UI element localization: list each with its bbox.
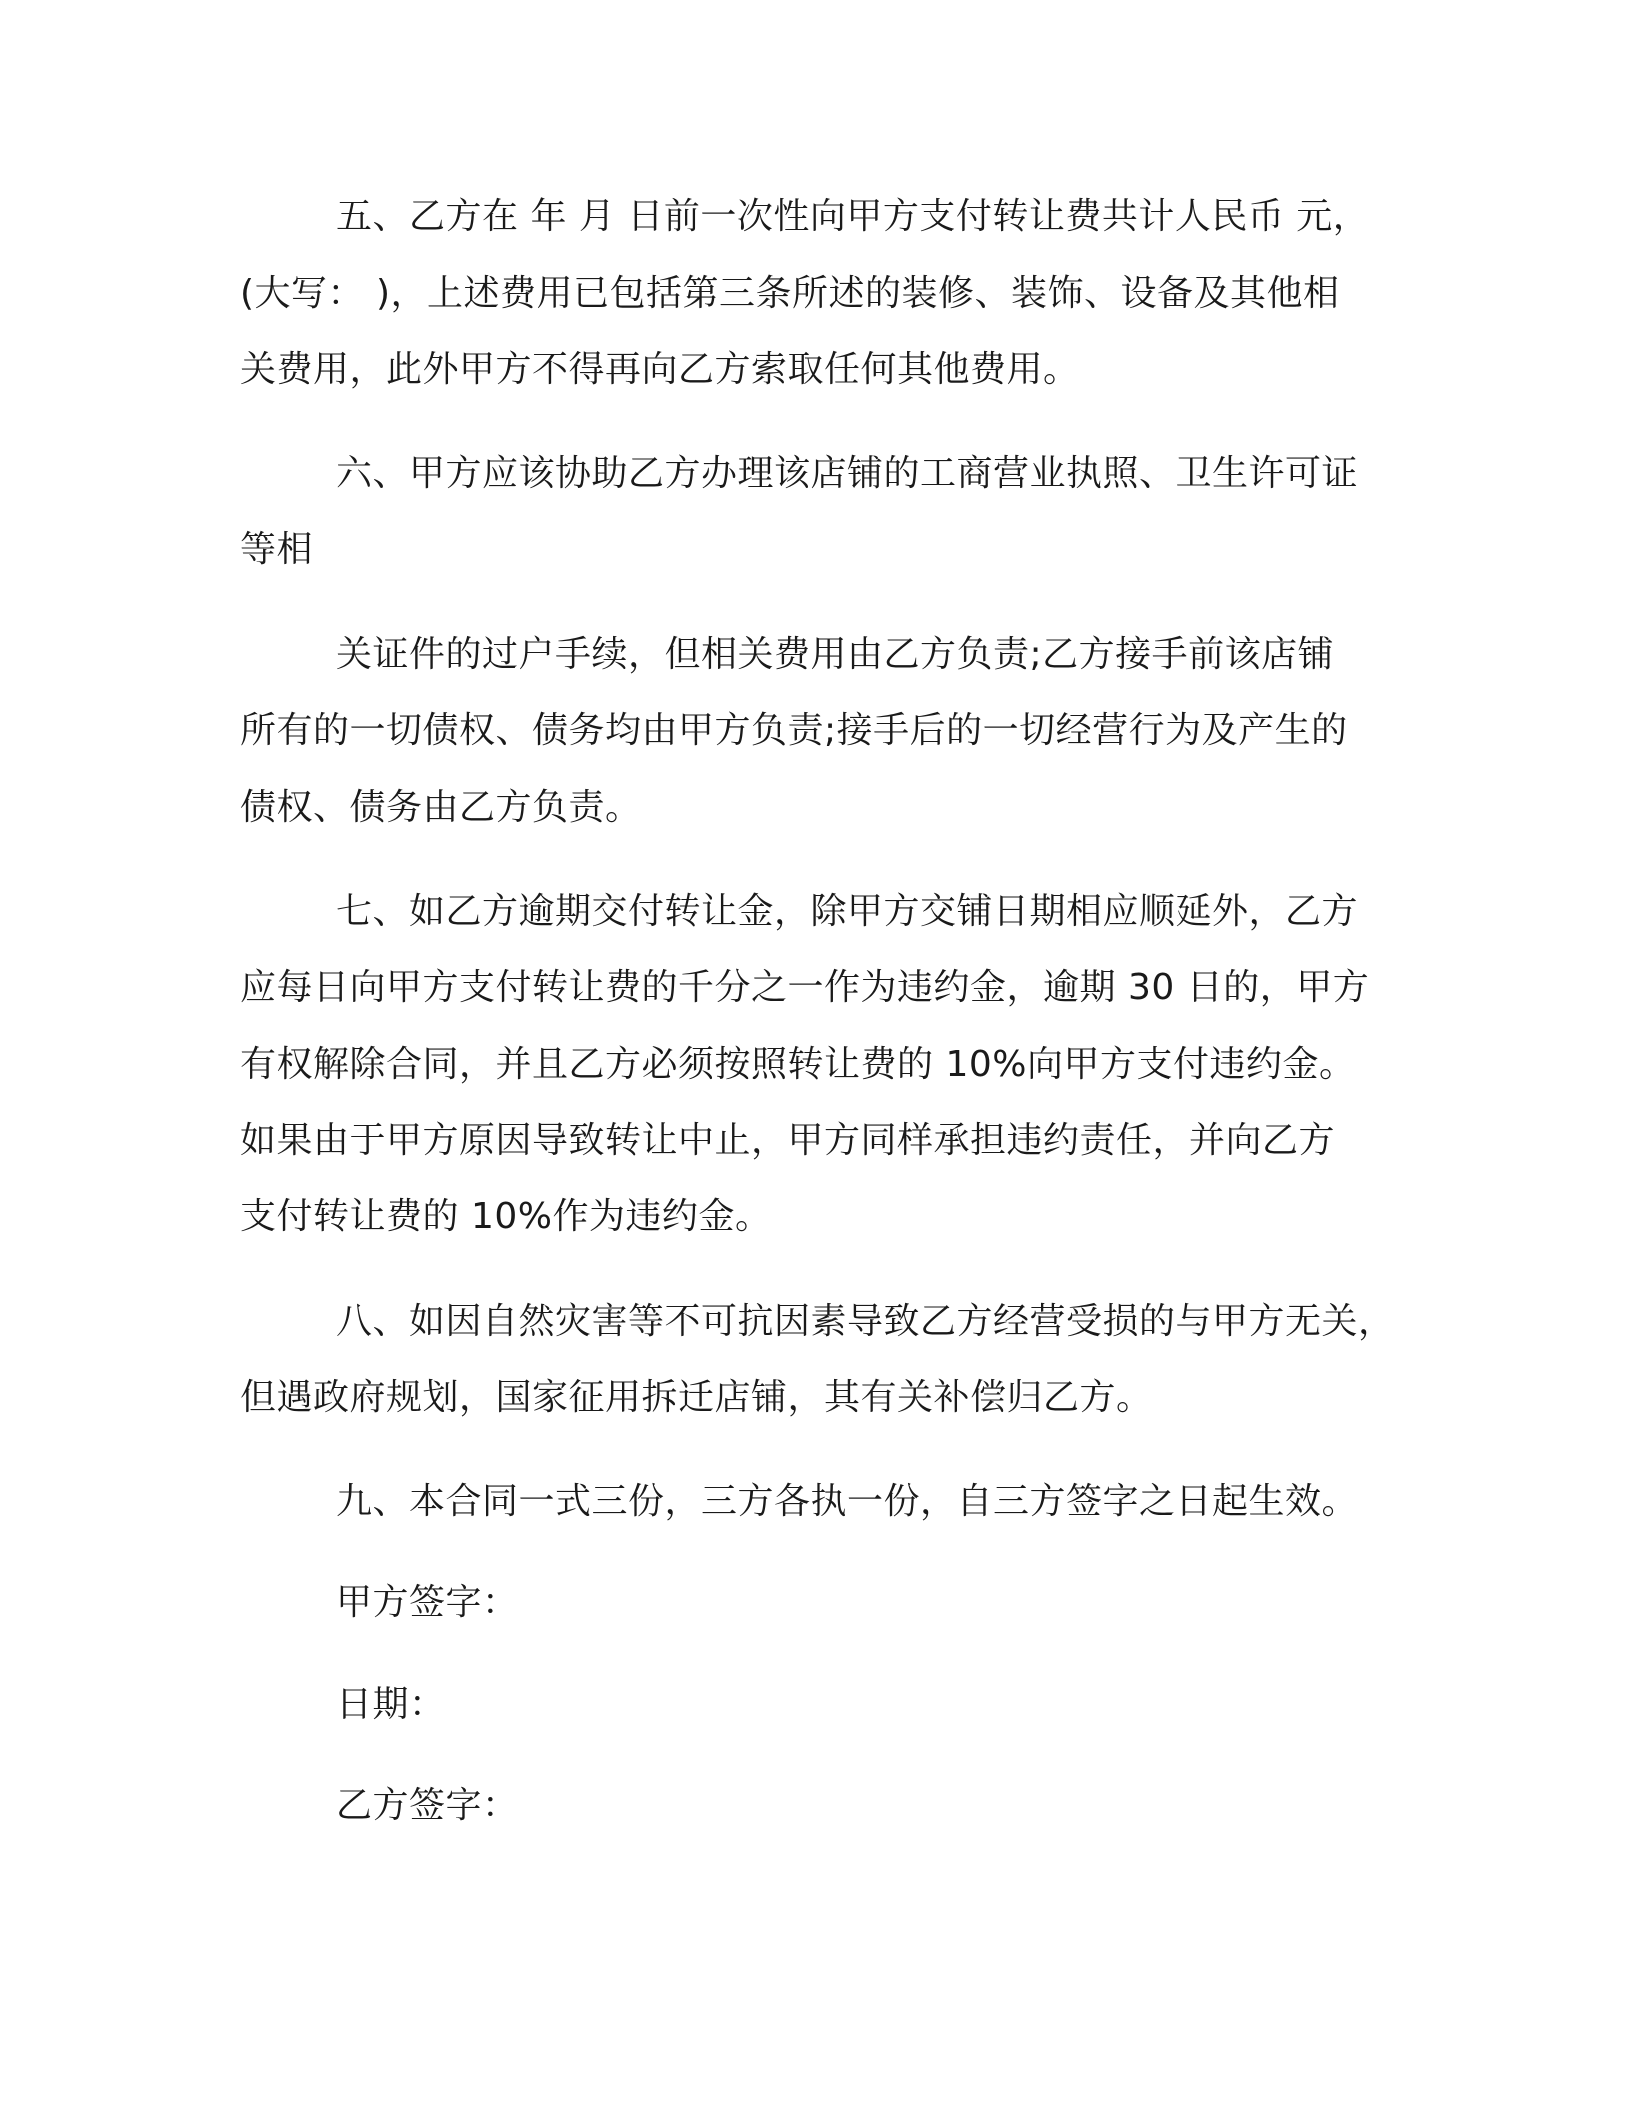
clause-7-line-3: 有权解除合同，并且乙方必须按照转让费的 10%向甲方支付违约金。 [240,1044,1356,1085]
clause-8-line-1: 八、如因自然灾害等不可抗因素导致乙方经营受损的与甲方无关， [336,1301,1395,1342]
clause-8-line-2: 但遇政府规划，国家征用拆迁店铺，其有关补偿归乙方。 [240,1377,1153,1418]
clause-9: 九、本合同一式三份，三方各执一份，自三方签字之日起生效。 [336,1481,1359,1522]
clause-6-cont-line-2: 所有的一切债权、债务均由甲方负责;接手后的一切经营行为及产生的 [240,710,1348,751]
clause-5-line-3: 关费用，此外甲方不得再向乙方索取任何其他费用。 [240,349,1080,390]
date-label: 日期： [336,1684,446,1725]
clause-5-line-1: 五、乙方在 年 月 日前一次性向甲方支付转让费共计人民币 元， [336,196,1370,237]
party-a-signature-label: 甲方签字： [336,1582,519,1623]
clause-7-line-5: 支付转让费的 10%作为违约金。 [240,1196,772,1237]
clause-6-line-2: 等相 [240,529,314,570]
clause-6-line-1: 六、甲方应该协助乙方办理该店铺的工商营业执照、卫生许可证 [336,453,1359,494]
clause-6-cont-line-3: 债权、债务由乙方负责。 [240,787,642,828]
clause-7-line-1: 七、如乙方逾期交付转让金，除甲方交铺日期相应顺延外，乙方 [336,891,1359,932]
clause-5-line-2: (大写： )，上述费用已包括第三条所述的装修、装饰、设备及其他相 [240,273,1340,314]
clause-6-cont-line-1: 关证件的过户手续，但相关费用由乙方负责;乙方接手前该店铺 [336,634,1335,675]
clause-7-line-4: 如果由于甲方原因导致转让中止，甲方同样承担违约责任，并向乙方 [240,1120,1336,1161]
party-b-signature-label: 乙方签字： [336,1785,519,1826]
clause-7-line-2: 应每日向甲方支付转让费的千分之一作为违约金，逾期 30 日的，甲方 [240,967,1370,1008]
